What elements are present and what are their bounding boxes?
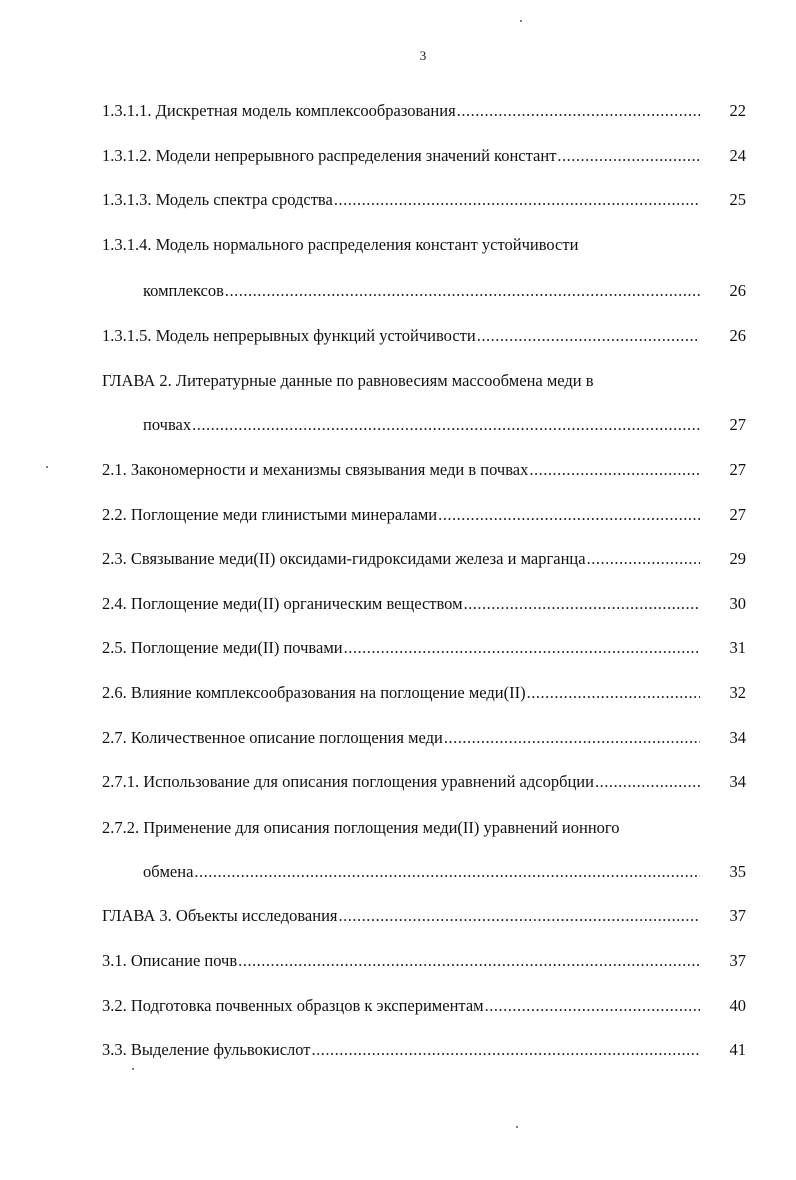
toc-entry-title: 2.5. Поглощение меди(II) почвами	[102, 638, 343, 657]
dot-leader	[238, 951, 700, 971]
toc-entry-title: 3.1. Описание почв	[102, 951, 238, 970]
dot-leader	[334, 190, 700, 210]
toc-entry-title-line1: ГЛАВА 2. Литературные данные по равновесиям массообмена меди в	[102, 371, 594, 390]
toc-entry-page: 22	[729, 101, 746, 120]
toc-entry-page: 30	[729, 594, 746, 613]
dot-leader	[444, 728, 700, 748]
toc-entry	[102, 190, 700, 210]
toc-entry-title: 1.3.1.3. Модель спектра сродства	[102, 190, 333, 209]
dot-leader	[587, 549, 700, 569]
toc-entry-title: почвах	[143, 415, 192, 434]
toc-entry	[102, 1040, 700, 1060]
toc-entry	[102, 683, 700, 703]
toc-entry-page: 29	[729, 549, 746, 568]
scan-speck	[46, 466, 48, 468]
toc-entry-title: 1.3.1.2. Модели непрерывного распределения значений констант	[102, 146, 557, 165]
dot-leader	[194, 862, 700, 882]
toc-entry-page: 37	[729, 906, 746, 925]
dot-leader	[557, 146, 700, 166]
toc-entry-page: 35	[729, 862, 746, 881]
dot-leader	[312, 1040, 701, 1060]
toc-entry	[102, 906, 700, 926]
toc-entry	[102, 549, 700, 569]
toc-entry-title-line1: 2.7.2. Применение для описания поглощения меди(II) уравнений ионного	[102, 818, 620, 837]
dot-leader	[225, 281, 700, 301]
scan-speck	[132, 1068, 134, 1070]
dot-leader	[595, 772, 700, 792]
dot-leader	[485, 996, 700, 1016]
toc-entry	[143, 281, 700, 301]
toc-entry	[102, 951, 700, 971]
dot-leader	[527, 683, 700, 703]
toc-entry	[102, 594, 700, 614]
toc-entry	[102, 460, 700, 480]
dot-leader	[477, 326, 700, 346]
scan-speck	[516, 1126, 518, 1128]
dot-leader	[464, 594, 700, 614]
toc-entry-page: 31	[729, 638, 746, 657]
scan-speck	[520, 20, 522, 22]
toc-entry-title: 2.7.1. Использование для описания поглощения уравнений адсорбции	[102, 772, 594, 791]
toc-entry	[102, 772, 700, 792]
toc-entry-page: 26	[729, 281, 746, 300]
toc-entry	[102, 101, 700, 121]
toc-entry-page: 41	[729, 1040, 746, 1059]
toc-entry-page: 26	[729, 326, 746, 345]
toc-entry	[102, 146, 700, 166]
toc-entry-page: 34	[729, 728, 746, 747]
toc-entry-title-line1: 1.3.1.4. Модель нормального распределения констант устойчивости	[102, 235, 579, 254]
toc-entry-title: 2.3. Связывание меди(II) оксидами-гидроксидами железа и марганца	[102, 549, 586, 568]
toc-entry	[143, 415, 700, 435]
toc-entry	[102, 728, 700, 748]
toc-entry-page: 32	[729, 683, 746, 702]
toc-entry-page: 34	[729, 772, 746, 791]
toc-entry-page: 27	[729, 505, 746, 524]
dot-leader	[529, 460, 700, 480]
toc-entry-page: 27	[729, 460, 746, 479]
dot-leader	[192, 415, 700, 435]
dot-leader	[344, 638, 700, 658]
dot-leader	[457, 101, 700, 121]
toc-entry-title: 2.7. Количественное описание поглощения меди	[102, 728, 443, 747]
toc-entry-title: ГЛАВА 3. Объекты исследования	[102, 906, 338, 925]
toc-entry-title: 3.3. Выделение фульвокислот	[102, 1040, 311, 1059]
toc-entry-page: 37	[729, 951, 746, 970]
toc-entry-title: комплексов	[143, 281, 224, 300]
toc-entry-title: 2.6. Влияние комплексообразования на поглощение меди(II)	[102, 683, 526, 702]
toc-entry	[102, 996, 700, 1016]
dot-leader	[339, 906, 701, 926]
toc-entry	[102, 326, 700, 346]
toc-entry-page: 24	[729, 146, 746, 165]
toc-entry-page: 25	[729, 190, 746, 209]
toc-entry-title: 2.2. Поглощение меди глинистыми минералами	[102, 505, 438, 524]
page-number: 3	[419, 48, 427, 63]
toc-entry-page: 27	[729, 415, 746, 434]
toc-entry	[143, 862, 700, 882]
toc-entry-title: 1.3.1.5. Модель непрерывных функций устойчивости	[102, 326, 476, 345]
toc-entry-title: 3.2. Подготовка почвенных образцов к экспериментам	[102, 996, 484, 1015]
dot-leader	[438, 505, 700, 525]
toc-entry-title: 2.4. Поглощение меди(II) органическим веществом	[102, 594, 463, 613]
toc-entry-title: 1.3.1.1. Дискретная модель комплексообразования	[102, 101, 456, 120]
toc-entry	[102, 505, 700, 525]
toc-entry-page: 40	[729, 996, 746, 1015]
toc-entry-title: 2.1. Закономерности и механизмы связывания меди в почвах	[102, 460, 529, 479]
toc-entry	[102, 638, 700, 658]
toc-entry-title: обмена	[143, 862, 194, 881]
